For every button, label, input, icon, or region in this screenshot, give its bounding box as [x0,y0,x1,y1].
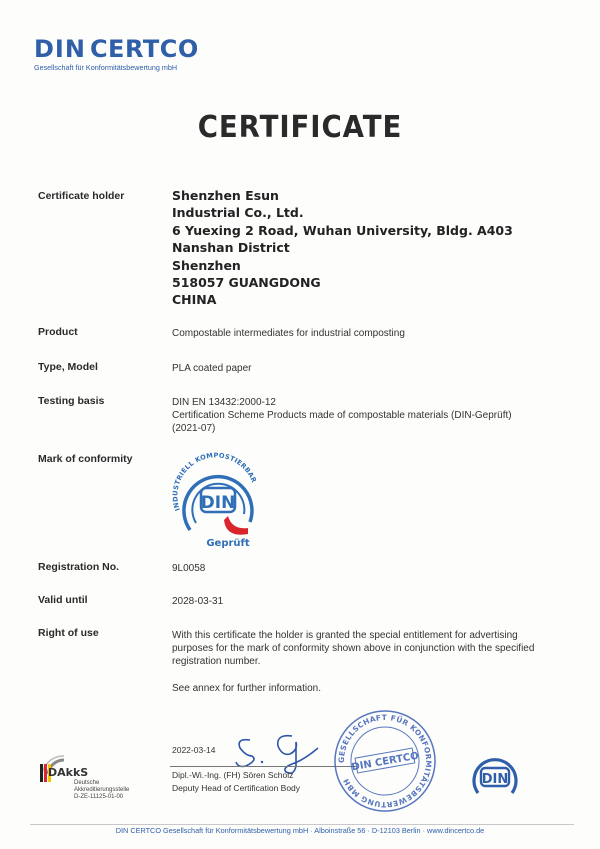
holder-address [172,187,513,309]
holder-line: CHINA [172,292,217,308]
holder-line: 518057 GUANGDONG [172,275,321,291]
type-value: PLA coated paper [172,363,252,374]
holder-label: Certificate holder [38,190,125,202]
valid-label: Valid until [38,594,88,606]
holder-line: Industrial Co., Ltd. [172,205,304,221]
din-logo [470,753,520,801]
brand-name-certco: CERTCO [89,35,199,63]
certificate-title: CERTIFICATE [197,110,403,145]
type-label: Type, Model [38,361,98,373]
brand-tagline: Gesellschaft für Konformitätsbewertung mbH [34,63,178,72]
valid-value: 2028-03-31 [172,596,224,607]
stamp-center-text: DIN CERTCO [350,750,420,774]
signature-line [170,766,356,767]
footer-divider [30,824,574,825]
rights-text [172,629,572,669]
annex-note: See annex for further information. [172,683,321,694]
din-logo-text: DIN [481,772,509,787]
signatory-role: Deputy Head of Certification Body [172,783,301,793]
holder-line: Shenzhen Esun [172,188,279,203]
product-label: Product [38,326,78,338]
signatory-name: Dipl.-Wi.-Ing. (FH) Sören Scholz [172,770,294,780]
dakks-name: DAkkS [48,766,89,779]
mark-arc-text: INDUSTRIELL KOMPOSTIERBAR [171,451,259,513]
brand-name [34,36,199,62]
dakks-line: Deutsche [74,780,100,786]
handwritten-signature [232,726,332,776]
holder-line: 6 Yuexing 2 Road, Wuhan University, Bldg. A403 [172,222,513,238]
din-certco-stamp [330,706,440,816]
brand-name-din: DIN [34,35,86,63]
mark-din-text: DIN [200,493,236,513]
din-geprueft-compostable-mark [166,450,270,554]
rights-line: registration number. [172,656,261,668]
testing-line: DIN EN 13432:2000-12 [172,397,276,408]
testing-line: Certification Scheme Products made of compostable materials (DIN-Geprüft) [172,410,512,421]
dakks-line: D-ZE-11125-01-00 [74,794,124,800]
footer-address: DIN CERTCO Gesellschaft für Konformitätsbewertung mbH · Alboinstraße 56 · D-12103 Berlin · www.dincertco.de [115,826,485,835]
rights-label: Right of use [38,627,99,639]
dakks-line: Akkreditierungsstelle [74,787,130,793]
testing-line: (2021-07) [172,423,216,434]
holder-line: Nanshan District [172,240,290,256]
registration-label: Registration No. [38,561,120,573]
holder-line: Shenzhen [172,257,241,273]
dakks-text [74,780,129,801]
product-value: Compostable intermediates for industrial composting [172,328,405,339]
testing-label: Testing basis [38,395,105,407]
din-certco-logo [34,36,199,72]
rights-line: purposes for the mark of conformity shown above in conjunction with the specified [172,643,535,655]
registration-value: 9L0058 [172,563,206,574]
signature-date: 2022-03-14 [172,745,216,755]
rights-line: With this certificate the holder is granted the special entitlement for advertising [172,630,518,641]
mark-geprueft-text: Geprüft [206,538,250,549]
mark-label: Mark of conformity [38,453,133,465]
stamp-ring-text: GESELLSCHAFT FÜR KONFORMITÄTSBEWERTUNG MBH [336,712,434,810]
